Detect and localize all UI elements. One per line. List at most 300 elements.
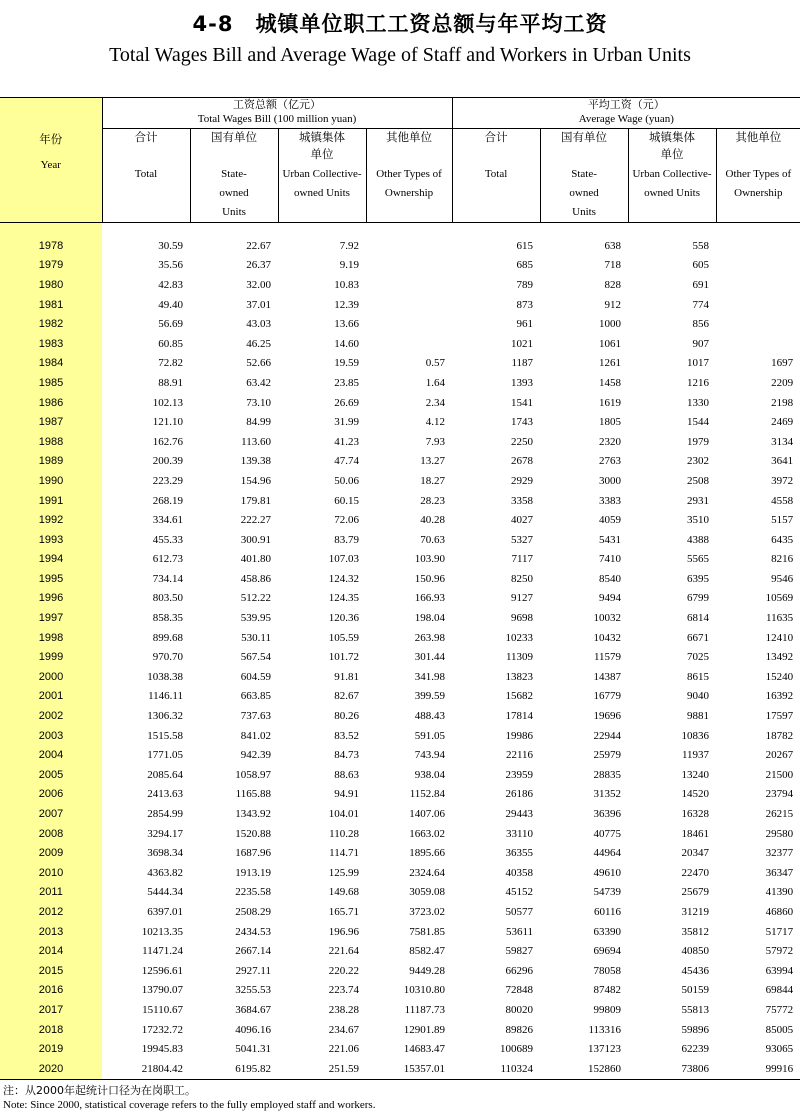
value-cell: 110.28 — [329, 827, 359, 840]
value-cell — [366, 334, 452, 354]
value-cell: 16328 — [681, 808, 710, 821]
value-cell: 1330 — [687, 396, 710, 409]
year-cell: 1981 — [0, 295, 102, 315]
value-cell: 3698.34 — [147, 847, 183, 860]
value-cell: 113.60 — [241, 435, 271, 448]
value-cell: 59827 — [505, 945, 534, 958]
value-cell: 2508 — [687, 474, 710, 487]
value-cell: 13790.07 — [141, 984, 183, 997]
value-cell: 137123 — [588, 1043, 622, 1056]
table-row — [0, 295, 800, 315]
value-cell: 51717 — [765, 925, 794, 938]
value-cell: 1458 — [599, 376, 622, 389]
value-cell: 9449.28 — [409, 964, 446, 977]
value-cell: 334.61 — [152, 514, 183, 527]
year-cell: 2016 — [0, 981, 102, 1001]
value-cell: 11187.73 — [404, 1003, 446, 1016]
value-cell: 82.67 — [334, 690, 359, 703]
value-cell: 9881 — [687, 710, 710, 723]
value-cell: 12.39 — [334, 298, 359, 311]
value-cell: 220.22 — [328, 964, 359, 977]
value-cell: 2927.11 — [235, 964, 271, 977]
value-cell: 2324.64 — [409, 866, 446, 879]
value-cell: 29443 — [505, 808, 534, 821]
year-cell: 2018 — [0, 1020, 102, 1040]
year-cell: 2019 — [0, 1039, 102, 1059]
value-cell: 4096.16 — [235, 1023, 271, 1036]
value-cell: 1407.06 — [409, 808, 446, 821]
value-cell: 221.64 — [328, 945, 359, 958]
value-cell: 1743 — [511, 416, 534, 429]
value-cell: 3255.53 — [235, 984, 271, 997]
value-cell: 2854.99 — [147, 808, 183, 821]
value-cell: 121.10 — [152, 416, 183, 429]
value-cell: 23794 — [765, 788, 794, 801]
value-cell: 10213.35 — [141, 925, 183, 938]
value-cell: 18.27 — [420, 474, 446, 487]
value-cell: 78058 — [593, 964, 622, 977]
value-cell: 10.83 — [334, 278, 359, 291]
col-header-avg-wage-state: 国有单位 State-owned Units — [540, 129, 628, 223]
value-cell: 734.14 — [152, 572, 183, 585]
value-cell: 3134 — [771, 435, 794, 448]
value-cell: 14520 — [681, 788, 710, 801]
value-cell: 87482 — [593, 984, 622, 997]
value-cell: 9.19 — [339, 259, 359, 272]
value-cell: 33110 — [505, 827, 534, 840]
value-cell: 100689 — [500, 1043, 534, 1056]
value-cell: 1021 — [511, 337, 534, 350]
value-cell: 10310.80 — [403, 984, 446, 997]
value-cell: 21804.42 — [141, 1062, 183, 1075]
year-cell: 2014 — [0, 941, 102, 961]
value-cell: 7025 — [687, 651, 710, 664]
value-cell: 37.01 — [246, 298, 271, 311]
value-cell: 9546 — [771, 572, 794, 585]
value-cell: 7581.85 — [409, 925, 446, 938]
value-cell: 8540 — [599, 572, 622, 585]
value-cell: 7.92 — [339, 239, 359, 252]
year-cell: 2000 — [0, 667, 102, 687]
value-cell: 93065 — [765, 1043, 794, 1056]
value-cell: 49.40 — [158, 298, 183, 311]
table-row — [0, 334, 800, 354]
value-cell: 2085.64 — [147, 768, 183, 781]
value-cell — [716, 275, 800, 295]
value-cell: 10032 — [593, 612, 622, 625]
year-cell: 2003 — [0, 726, 102, 746]
value-cell: 16779 — [593, 690, 622, 703]
year-cell: 2007 — [0, 804, 102, 824]
year-cell: 1978 — [0, 236, 102, 256]
value-cell: 1544 — [687, 416, 710, 429]
value-cell: 567.54 — [240, 651, 271, 664]
table-row — [0, 530, 800, 550]
value-cell: 6395 — [687, 572, 710, 585]
table-row — [0, 275, 800, 295]
year-cell: 1996 — [0, 589, 102, 609]
value-cell: 0.57 — [425, 357, 446, 370]
value-cell: 19945.83 — [141, 1043, 183, 1056]
value-cell: 1306.32 — [147, 710, 183, 723]
value-cell: 238.28 — [328, 1003, 359, 1016]
value-cell: 401.80 — [240, 553, 271, 566]
value-cell: 1515.58 — [147, 729, 183, 742]
value-cell: 107.03 — [328, 553, 359, 566]
value-cell: 2413.63 — [147, 788, 183, 801]
value-cell: 22.67 — [246, 239, 271, 252]
value-cell: 13492 — [765, 651, 794, 664]
value-cell: 20347 — [681, 847, 710, 860]
table-row — [0, 373, 800, 393]
value-cell: 1619 — [599, 396, 622, 409]
value-cell: 1697 — [771, 357, 794, 370]
col-header-total-wages-other: 其他单位 Other Types of Ownership — [366, 129, 452, 223]
table-row — [0, 452, 800, 472]
value-cell: 7.93 — [425, 435, 446, 448]
value-cell: 35812 — [681, 925, 710, 938]
value-cell: 55813 — [681, 1003, 710, 1016]
value-cell: 2469 — [771, 416, 794, 429]
value-cell: 19696 — [593, 710, 622, 723]
value-cell: 154.96 — [240, 474, 271, 487]
value-cell: 63390 — [593, 925, 622, 938]
value-cell: 69694 — [593, 945, 622, 958]
value-cell: 11937 — [681, 749, 710, 762]
value-cell: 3294.17 — [147, 827, 183, 840]
table-row — [0, 745, 800, 765]
value-cell: 41.23 — [334, 435, 359, 448]
value-cell: 18461 — [681, 827, 710, 840]
value-cell: 166.93 — [414, 592, 446, 605]
value-cell: 3059.08 — [409, 886, 446, 899]
value-cell: 221.06 — [328, 1043, 359, 1056]
value-cell: 8582.47 — [409, 945, 446, 958]
value-cell: 458.86 — [240, 572, 271, 585]
value-cell: 104.01 — [328, 808, 359, 821]
value-cell: 455.33 — [152, 533, 183, 546]
table-row — [0, 785, 800, 805]
value-cell: 13.66 — [334, 318, 359, 331]
value-cell: 1343.92 — [235, 808, 271, 821]
value-cell: 301.44 — [414, 651, 446, 664]
value-cell: 4388 — [687, 533, 710, 546]
value-cell: 234.67 — [328, 1023, 359, 1036]
value-cell: 5444.34 — [147, 886, 183, 899]
value-cell: 1393 — [511, 376, 534, 389]
value-cell: 36396 — [593, 808, 622, 821]
value-cell: 15357.01 — [403, 1062, 446, 1075]
table-row — [0, 687, 800, 707]
value-cell: 16392 — [765, 690, 794, 703]
year-cell: 2015 — [0, 961, 102, 981]
value-cell: 4558 — [771, 494, 794, 507]
note-en: Note: Since 2000, statistical coverage refers to the fully employed staff and workers. — [3, 1099, 376, 1111]
value-cell: 938.04 — [414, 768, 446, 781]
value-cell: 56.69 — [158, 318, 183, 331]
value-cell: 9040 — [687, 690, 710, 703]
value-cell: 1913.19 — [235, 866, 271, 879]
value-cell: 53611 — [505, 925, 534, 938]
value-cell: 856 — [692, 318, 710, 331]
value-cell: 912 — [604, 298, 622, 311]
value-cell: 3358 — [511, 494, 534, 507]
table-row — [0, 1059, 800, 1079]
value-cell — [366, 236, 452, 256]
value-cell: 196.96 — [328, 925, 359, 938]
value-cell: 110324 — [500, 1062, 534, 1075]
value-cell: 789 — [516, 278, 534, 291]
year-cell: 2010 — [0, 863, 102, 883]
value-cell: 21500 — [765, 768, 794, 781]
value-cell: 19.59 — [334, 357, 359, 370]
table-row — [0, 393, 800, 413]
table-number: 4-8 — [192, 12, 234, 36]
value-cell: 9494 — [599, 592, 622, 605]
value-cell: 83.79 — [334, 533, 359, 546]
value-cell: 69844 — [765, 984, 794, 997]
year-cell: 1988 — [0, 432, 102, 452]
table-row — [0, 941, 800, 961]
value-cell: 5327 — [511, 533, 534, 546]
year-cell: 2020 — [0, 1059, 102, 1079]
value-cell: 80.26 — [334, 710, 359, 723]
value-cell: 6435 — [771, 533, 794, 546]
value-cell: 46860 — [765, 905, 794, 918]
value-cell: 15110.67 — [142, 1003, 183, 1016]
value-cell: 63.42 — [246, 376, 271, 389]
value-cell: 2929 — [511, 474, 534, 487]
col-header-total-wages-collective: 城镇集体单位 Urban Collective-owned Units — [278, 129, 366, 223]
value-cell: 2209 — [771, 376, 794, 389]
table-bottom-rule — [0, 1079, 800, 1080]
value-cell: 31.99 — [334, 416, 359, 429]
col-header-avg-wage-collective: 城镇集体单位 Urban Collective-owned Units — [628, 129, 716, 223]
value-cell: 604.59 — [240, 670, 271, 683]
value-cell: 858.35 — [152, 612, 183, 625]
value-cell: 1663.02 — [409, 827, 446, 840]
value-cell: 49610 — [593, 866, 622, 879]
value-cell: 36347 — [765, 866, 794, 879]
value-cell: 80020 — [505, 1003, 534, 1016]
value-cell: 8216 — [771, 553, 794, 566]
table-row — [0, 961, 800, 981]
value-cell: 26215 — [765, 808, 794, 821]
value-cell: 1061 — [599, 337, 622, 350]
table-body — [0, 223, 800, 1079]
value-cell: 63994 — [765, 964, 794, 977]
table-row — [0, 981, 800, 1001]
value-cell: 60116 — [593, 905, 622, 918]
value-cell: 50577 — [505, 905, 534, 918]
value-cell: 125.99 — [328, 866, 359, 879]
table-row — [0, 550, 800, 570]
value-cell: 11635 — [765, 612, 794, 625]
value-cell: 198.04 — [414, 612, 446, 625]
col-header-total-wages-state: 国有单位 State-owned Units — [190, 129, 278, 223]
value-cell: 72.82 — [158, 357, 183, 370]
value-cell: 28835 — [593, 768, 622, 781]
value-cell: 1165.88 — [235, 788, 271, 801]
value-cell: 62239 — [681, 1043, 710, 1056]
value-cell: 841.02 — [240, 729, 271, 742]
year-cell: 1982 — [0, 314, 102, 334]
value-cell: 30.59 — [158, 239, 183, 252]
value-cell: 961 — [516, 318, 534, 331]
value-cell: 13240 — [681, 768, 710, 781]
value-cell: 54739 — [593, 886, 622, 899]
value-cell: 251.59 — [328, 1062, 359, 1075]
value-cell: 828 — [604, 278, 622, 291]
value-cell: 873 — [516, 298, 534, 311]
value-cell: 1261 — [599, 357, 622, 370]
value-cell: 46.25 — [246, 337, 271, 350]
value-cell: 12901.89 — [403, 1023, 446, 1036]
table-row — [0, 804, 800, 824]
year-cell: 2013 — [0, 922, 102, 942]
year-cell: 1985 — [0, 373, 102, 393]
value-cell: 223.74 — [328, 984, 359, 997]
value-cell: 72.06 — [334, 514, 359, 527]
year-cell: 1986 — [0, 393, 102, 413]
value-cell: 35.56 — [158, 259, 183, 272]
value-cell: 4.12 — [425, 416, 446, 429]
value-cell: 31219 — [681, 905, 710, 918]
value-cell: 1000 — [599, 318, 622, 331]
year-cell: 1991 — [0, 491, 102, 511]
value-cell: 4059 — [599, 514, 622, 527]
value-cell: 11471.24 — [142, 945, 183, 958]
value-cell: 263.98 — [414, 631, 446, 644]
value-cell: 200.39 — [152, 455, 183, 468]
value-cell: 488.43 — [414, 710, 446, 723]
value-cell: 774 — [692, 298, 710, 311]
value-cell: 42.83 — [158, 278, 183, 291]
year-cell: 1980 — [0, 275, 102, 295]
value-cell: 17232.72 — [141, 1023, 183, 1036]
table-row — [0, 1000, 800, 1020]
value-cell: 5157 — [771, 514, 794, 527]
table-row — [0, 726, 800, 746]
col-header-total-wages-total: 合计 Total — [102, 129, 190, 223]
value-cell: 6195.82 — [235, 1062, 271, 1075]
value-cell — [716, 236, 800, 256]
value-cell: 638 — [604, 239, 622, 252]
table-title-cn — [0, 8, 800, 38]
value-cell: 88.63 — [334, 768, 359, 781]
table-row — [0, 706, 800, 726]
year-cell: 2011 — [0, 883, 102, 903]
value-cell: 66296 — [505, 964, 534, 977]
value-cell: 1017 — [687, 357, 710, 370]
value-cell: 1038.38 — [147, 670, 183, 683]
value-cell: 12596.61 — [141, 964, 183, 977]
table-row — [0, 236, 800, 256]
value-cell: 222.27 — [240, 514, 271, 527]
value-cell: 8615 — [687, 670, 710, 683]
value-cell: 83.52 — [334, 729, 359, 742]
year-cell: 1993 — [0, 530, 102, 550]
value-cell: 530.11 — [241, 631, 271, 644]
table-row — [0, 608, 800, 628]
value-cell: 591.05 — [414, 729, 446, 742]
value-cell: 6671 — [687, 631, 710, 644]
year-cell: 1990 — [0, 471, 102, 491]
value-cell: 20267 — [765, 749, 794, 762]
table-row — [0, 824, 800, 844]
year-header: 年份 Year — [0, 98, 102, 223]
value-cell: 73.10 — [246, 396, 271, 409]
value-cell: 6799 — [687, 592, 710, 605]
year-cell: 2006 — [0, 785, 102, 805]
value-cell: 101.72 — [328, 651, 359, 664]
value-cell: 3641 — [771, 455, 794, 468]
value-cell: 124.35 — [328, 592, 359, 605]
value-cell: 73806 — [681, 1062, 710, 1075]
year-cell: 1979 — [0, 256, 102, 276]
value-cell: 9698 — [511, 612, 534, 625]
value-cell: 1152.84 — [409, 788, 446, 801]
table-row — [0, 922, 800, 942]
value-cell: 4363.82 — [147, 866, 183, 879]
value-cell: 14683.47 — [403, 1043, 446, 1056]
value-cell: 152860 — [588, 1062, 622, 1075]
value-cell: 1.64 — [425, 376, 446, 389]
value-cell: 23959 — [505, 768, 534, 781]
value-cell: 103.90 — [414, 553, 446, 566]
value-cell: 3000 — [599, 474, 622, 487]
value-cell: 3684.67 — [235, 1003, 271, 1016]
year-cell: 2017 — [0, 1000, 102, 1020]
value-cell: 45152 — [505, 886, 534, 899]
value-cell: 25679 — [681, 886, 710, 899]
value-cell: 2667.14 — [235, 945, 271, 958]
value-cell — [716, 314, 800, 334]
value-cell: 6397.01 — [147, 905, 183, 918]
year-cell: 2009 — [0, 843, 102, 863]
value-cell: 40850 — [681, 945, 710, 958]
value-cell: 2198 — [771, 396, 794, 409]
table-row — [0, 314, 800, 334]
wage-table — [0, 97, 800, 1079]
value-cell: 743.94 — [414, 749, 446, 762]
value-cell: 2931 — [687, 494, 710, 507]
title-cn-text: 城镇单位职工工资总额与年平均工资 — [255, 12, 608, 36]
value-cell: 558 — [692, 239, 710, 252]
table-row — [0, 491, 800, 511]
value-cell: 2320 — [599, 435, 622, 448]
value-cell: 32377 — [765, 847, 794, 860]
value-cell: 268.19 — [152, 494, 183, 507]
value-cell: 1805 — [599, 416, 622, 429]
value-cell: 1146.11 — [148, 690, 183, 703]
value-cell — [716, 256, 800, 276]
wage-table-container — [0, 97, 800, 1080]
value-cell: 41390 — [765, 886, 794, 899]
value-cell: 223.29 — [152, 474, 183, 487]
value-cell: 3383 — [599, 494, 622, 507]
year-cell: 2001 — [0, 687, 102, 707]
value-cell: 10836 — [681, 729, 710, 742]
value-cell: 22116 — [505, 749, 534, 762]
year-cell: 1997 — [0, 608, 102, 628]
value-cell: 691 — [692, 278, 710, 291]
value-cell: 2235.58 — [235, 886, 271, 899]
value-cell: 14387 — [593, 670, 622, 683]
value-cell: 26186 — [505, 788, 534, 801]
value-cell: 12410 — [765, 631, 794, 644]
value-cell: 1687.96 — [235, 847, 271, 860]
